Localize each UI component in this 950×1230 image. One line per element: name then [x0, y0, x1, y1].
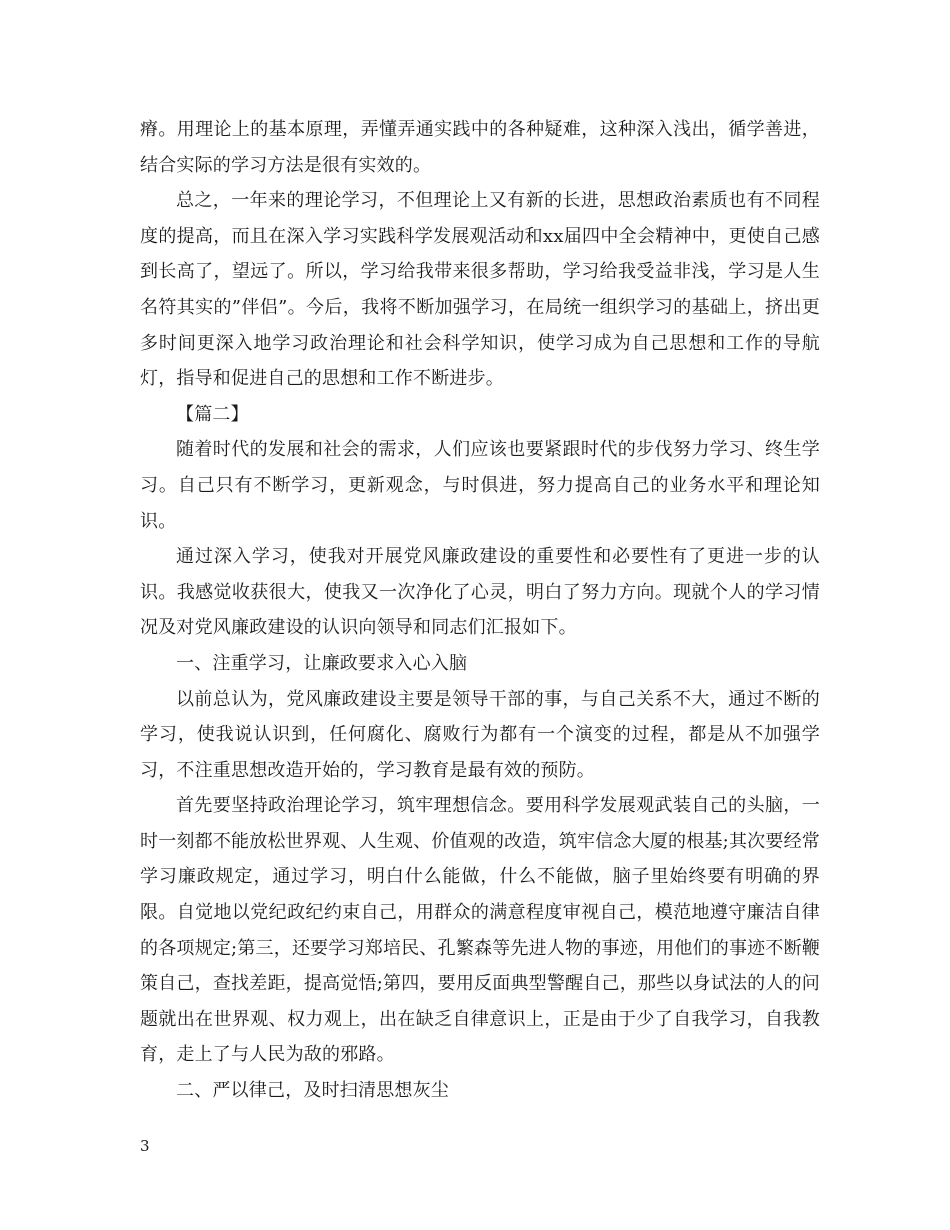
paragraph-6: 首先要坚持政治理论学习，筑牢理想信念。要用科学发展观武装自己的头脑，一时一刻都不能放松世界观、人生观、价值观的改造，筑牢信念大厦的根基;其次要经常学习廉政规定，通过学习，明白什么能做，什么不能做，脑子里始终要有明确的界限。自觉地以党纪政纪约束自己，用群众的满意程度审视自己，模范地遵守廉洁自律的各项规定;第三，还要学习郑培民、孔繁森等先进人物的事迹，用他们的事迹不断鞭策自己，查找差距，提高觉悟;第四，要用反面典型警醒自己，那些以身试法的人的问题就出在世界观、权力观上，出在缺乏自律意识上，正是由于少了自我学习，自我教育，走上了与人民为敌的邪路。	[140, 795, 820, 1066]
paragraph-2: 总之，一年来的理论学习，不但理论上又有新的长进，思想政治素质也有不同程度的提高，而且在深入学习实践科学发展观活动和xx届四中全会精神中，更使自己感到长高了，望远了。所以，学习给我带来很多帮助，学习给我受益非浅，学习是人生名符其实的”伴侣”。今后，我将不断加强学习，在局统一组织学习的基础上，挤出更多时间更深入地学习政治理论和社会科学知识，使学习成为自己思想和工作的导航灯，指导和促进自己的思想和工作不断进步。	[140, 190, 820, 390]
section-heading-part-two: 【篇二】	[176, 403, 249, 425]
subheading-one: 一、注重学习，让廉政要求入心入脑	[176, 652, 468, 674]
paragraph-4: 通过深入学习，使我对开展党风廉政建设的重要性和必要性有了更进一步的认识。我感觉收获很大，使我又一次净化了心灵，明白了努力方向。现就个人的学习情况及对党风廉政建设的认识向领导和同志们汇报如下。	[140, 546, 820, 639]
document-body	[140, 112, 820, 1109]
paragraph-3: 随着时代的发展和社会的需求，人们应该也要紧跟时代的步伐努力学习、终生学习。自己只有不断学习，更新观念，与时俱进，努力提高自己的业务水平和理论知识。	[140, 439, 820, 532]
page-number: 3	[140, 1137, 150, 1155]
paragraph-1: 瘠。用理论上的基本原理，弄懂弄通实践中的各种疑难，这种深入浅出，循学善进，结合实际的学习方法是很有实效的。	[140, 119, 820, 176]
subheading-two: 二、严以律己，及时扫清思想灰尘	[176, 1080, 449, 1102]
paragraph-5: 以前总认为，党风廉政建设主要是领导干部的事，与自己关系不大，通过不断的学习，使我说认识到，任何腐化、腐败行为都有一个演变的过程，都是从不加强学习，不注重思想改造开始的，学习教育是最有效的预防。	[140, 688, 820, 781]
